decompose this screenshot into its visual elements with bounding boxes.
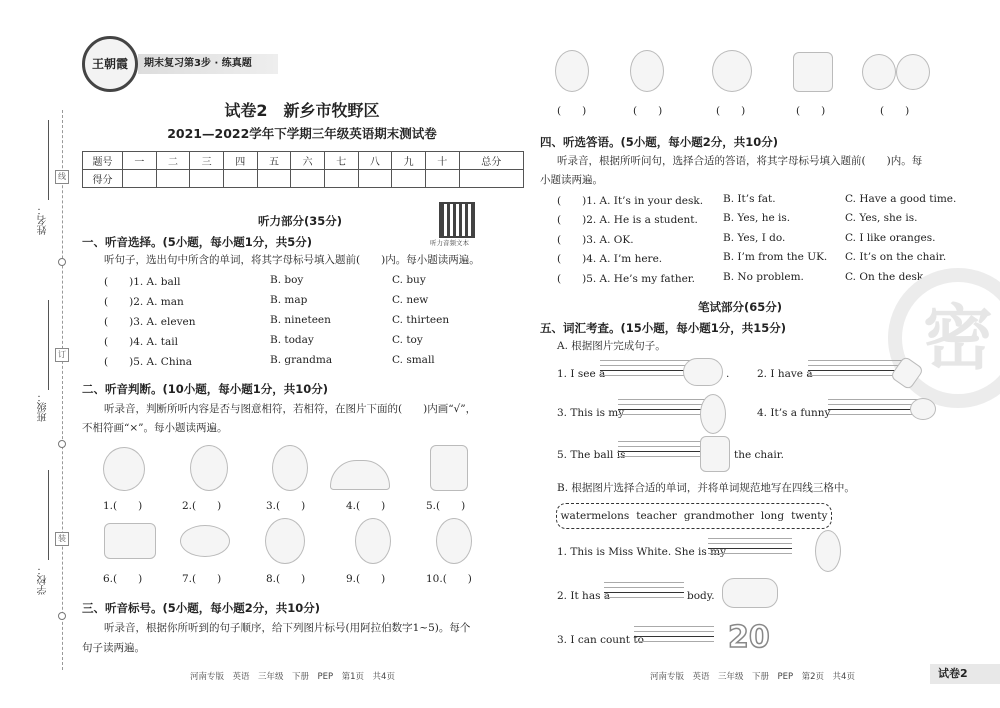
s4-q4-c: C. It’s on the chair. — [845, 251, 947, 263]
section-3-instruction-cont: 句子读两遍。 — [82, 642, 145, 654]
a5-text: 5. The ball is — [557, 449, 626, 461]
score-cell[interactable] — [257, 170, 291, 188]
score-header-cell: 三 — [190, 152, 224, 170]
seal-mark: 线 — [55, 170, 69, 184]
boy-waving-image — [355, 518, 391, 564]
score-table — [82, 151, 524, 188]
a4-text: 4. It’s a funny — [757, 407, 831, 419]
word-bank-item: teacher — [636, 510, 677, 522]
page-title: 试卷2 新乡市牧野区 — [224, 101, 380, 120]
score-cell[interactable] — [223, 170, 257, 188]
girl-image — [272, 445, 308, 491]
section-3-title: 三、听音标号。(5小题，每小题2分，共10分) — [82, 601, 321, 615]
panda-image — [712, 50, 752, 92]
secret-watermark: 密 — [888, 268, 1000, 408]
s4-q3-b: B. Yes, I do. — [723, 232, 786, 244]
name-label: 姓名： — [38, 205, 49, 235]
a5-end-text: the chair. — [734, 449, 784, 461]
s4-q1-b: B. It’s fat. — [723, 193, 776, 205]
b3-answer-lines[interactable] — [634, 626, 714, 646]
score-header-cell: 九 — [392, 152, 426, 170]
s4-q3-c: C. I like oranges. — [845, 232, 936, 244]
a2-text: 2. I have a — [757, 368, 813, 380]
school-label: 学校： — [38, 565, 49, 595]
q5-option-b: B. grandma — [270, 354, 333, 366]
pic-label[interactable]: 7.( ) — [182, 573, 222, 585]
pic-label[interactable]: ( ) — [633, 105, 663, 117]
q3-option-c: C. thirteen — [392, 314, 450, 326]
s4-q1-c: C. Have a good time. — [845, 193, 957, 205]
word-bank — [556, 503, 832, 529]
score-cell[interactable] — [291, 170, 325, 188]
score-header-cell: 一 — [123, 152, 157, 170]
section-5-part-b: B. 根据图片选择合适的单词，并将单词规范地写在四线三格中。 — [557, 482, 855, 494]
a3-text: 3. This is my — [557, 407, 625, 419]
word-bank-item: twenty — [791, 510, 828, 522]
opera-house-image — [330, 460, 390, 490]
q2-option-a: ( )2. A. man — [104, 296, 184, 308]
footer-left: 河南专版 英语 三年级 下册 PEP 第1页 共4页 — [190, 672, 395, 682]
qr-code-icon[interactable] — [439, 202, 475, 238]
dots-grid-image — [104, 523, 156, 559]
page-subtitle: 2021—2022学年下学期三年级英语期末测试卷 — [167, 126, 437, 141]
dachshund-image — [722, 578, 778, 608]
fish-image — [180, 525, 230, 557]
q1-option-c: C. buy — [392, 274, 426, 286]
score-cell[interactable] — [358, 170, 392, 188]
s4-q1-a: ( )1. A. It’s in your desk. — [557, 195, 704, 207]
section-2-instruction: 听录音，判断所听内容是否与图意相符，若相符，在图片下面的( )内画“√”， — [104, 403, 477, 415]
qr-caption: 听力音频文本 — [430, 239, 469, 247]
pic-label[interactable]: ( ) — [716, 105, 746, 117]
q1-option-a: ( )1. A. ball — [104, 276, 181, 288]
score-cell[interactable] — [156, 170, 190, 188]
section-4-instruction: 听录音，根据所听问句，选择合适的答语，将其字母标号填入题前( )内。每 — [557, 155, 923, 167]
a1-text: 1. I see a — [557, 368, 606, 380]
q4-option-c: C. toy — [392, 334, 423, 346]
s4-q2-a: ( )2. A. He is a student. — [557, 214, 698, 226]
section-3-instruction: 听录音，根据你所听到的句子顺序，给下列图片标号(用阿拉伯数字1~5)。每个 — [104, 622, 471, 634]
chair-image — [700, 436, 730, 472]
binding-hole — [58, 258, 66, 266]
score-cell[interactable] — [190, 170, 224, 188]
score-header-cell: 四 — [223, 152, 257, 170]
q3-option-b: B. nineteen — [270, 314, 331, 326]
pic-label[interactable]: 2.( ) — [182, 500, 222, 512]
s4-q3-a: ( )3. A. OK. — [557, 234, 634, 246]
score-row-label: 得分 — [83, 170, 123, 188]
s4-q2-b: B. Yes, he is. — [723, 212, 791, 224]
parrot-image — [265, 518, 305, 564]
score-header-cell: 六 — [291, 152, 325, 170]
pic-label[interactable]: ( ) — [557, 105, 587, 117]
class-label: 班级： — [38, 392, 49, 422]
listening-part-heading: 听力部分(35分) — [257, 214, 342, 228]
dog-image — [910, 398, 936, 420]
writing-part-heading: 笔试部分(65分) — [697, 300, 782, 314]
score-header-cell: 题号 — [83, 152, 123, 170]
page-tag: 试卷2 — [930, 664, 1000, 684]
q2-option-c: C. new — [392, 294, 429, 306]
grandpa-image — [555, 50, 589, 92]
word-bank-item: long — [760, 510, 785, 522]
section-5-part-a: A. 根据图片完成句子。 — [557, 340, 666, 352]
score-header-cell: 七 — [324, 152, 358, 170]
s4-q5-b: B. No problem. — [723, 271, 804, 283]
footer-right: 河南专版 英语 三年级 下册 PEP 第2页 共4页 — [650, 672, 855, 682]
grapes-image — [793, 52, 833, 92]
score-cell[interactable] — [324, 170, 358, 188]
q2-option-b: B. map — [270, 294, 308, 306]
s4-q5-c: C. On the desk. — [845, 271, 927, 283]
score-cell[interactable] — [459, 170, 523, 188]
pic-label[interactable]: 3.( ) — [266, 500, 306, 512]
chair-girl-image — [430, 445, 468, 491]
watermelon-image — [862, 54, 896, 90]
man-image — [700, 394, 726, 434]
watermelon-image-2 — [896, 54, 930, 90]
period: . — [726, 368, 730, 380]
boy-image — [190, 445, 228, 491]
score-header-cell: 八 — [358, 152, 392, 170]
score-cell[interactable] — [123, 170, 157, 188]
word-bank-item: watermelons — [560, 510, 630, 522]
section-2-instruction-cont: 不相符画“×”。每小题读两遍。 — [82, 422, 228, 434]
q4-option-a: ( )4. A. tail — [104, 336, 179, 348]
s4-q5-a: ( )5. A. He’s my father. — [557, 273, 696, 285]
s4-q4-b: B. I’m from the UK. — [723, 251, 828, 263]
monkey-image — [103, 447, 145, 491]
pic-label[interactable]: 4.( ) — [346, 500, 386, 512]
name-underline — [48, 120, 49, 200]
score-header-cell: 五 — [257, 152, 291, 170]
binding-hole — [58, 440, 66, 448]
b2-answer-lines[interactable] — [604, 582, 684, 602]
girl-image-2 — [436, 518, 472, 564]
q1-option-b: B. boy — [270, 274, 304, 286]
pic-label[interactable]: 5.( ) — [426, 500, 466, 512]
pic-label[interactable]: 8.( ) — [266, 573, 306, 585]
score-cell[interactable] — [425, 170, 459, 188]
b1-text: 1. This is Miss White. She is my — [557, 546, 727, 558]
section-1-title: 一、听音选择。(5小题，每小题1分，共5分) — [82, 235, 313, 249]
woman-image — [815, 530, 841, 572]
section-5-title: 五、词汇考查。(15小题，每小题1分，共15分) — [540, 321, 787, 335]
pic-label[interactable]: 6.( ) — [103, 573, 143, 585]
pic-label[interactable]: ( ) — [880, 105, 910, 117]
q4-option-b: B. today — [270, 334, 314, 346]
class-underline — [48, 300, 49, 390]
seal-mark: 装 — [55, 532, 69, 546]
b2-text: 2. It has a — [557, 590, 611, 602]
b1-answer-lines[interactable] — [708, 538, 792, 558]
s4-q4-a: ( )4. A. I’m here. — [557, 253, 663, 265]
binding-line — [62, 110, 63, 670]
score-cell[interactable] — [392, 170, 426, 188]
score-header-cell: 总分 — [459, 152, 523, 170]
pic-label[interactable]: 1.( ) — [103, 500, 143, 512]
s4-q2-c: C. Yes, she is. — [845, 212, 918, 224]
b2-end-text: body. — [687, 590, 715, 602]
pic-label[interactable]: ( ) — [796, 105, 826, 117]
score-header-cell: 二 — [156, 152, 190, 170]
section-2-title: 二、听音判断。(10小题，每小题1分，共10分) — [82, 382, 329, 396]
q5-option-c: C. small — [392, 354, 435, 366]
binding-hole — [58, 612, 66, 620]
boy-image-3 — [630, 50, 664, 92]
seal-mark: 订 — [55, 348, 69, 362]
q5-option-a: ( )5. A. China — [104, 356, 192, 368]
section-4-instruction-cont: 小题读两遍。 — [540, 174, 603, 186]
word-bank-item: grandmother — [683, 510, 754, 522]
sheep-image — [683, 358, 723, 386]
publisher-logo: 王朝霞 — [82, 36, 138, 92]
section-4-title: 四、听选答语。(5小题，每小题2分，共10分) — [540, 135, 779, 149]
q3-option-a: ( )3. A. eleven — [104, 316, 196, 328]
step-banner: 期末复习第3步 · 练真题 — [138, 54, 278, 74]
pic-label[interactable]: 9.( ) — [346, 573, 386, 585]
pic-label[interactable]: 10.( ) — [426, 573, 472, 585]
number-twenty-image: 20 — [728, 620, 770, 655]
school-underline — [48, 470, 49, 560]
section-1-instruction: 听句子，选出句中所含的单词，将其字母标号填入题前( )内。每小题读两遍。 — [104, 254, 480, 266]
score-header-cell: 十 — [425, 152, 459, 170]
b3-text: 3. I can count to — [557, 634, 644, 646]
